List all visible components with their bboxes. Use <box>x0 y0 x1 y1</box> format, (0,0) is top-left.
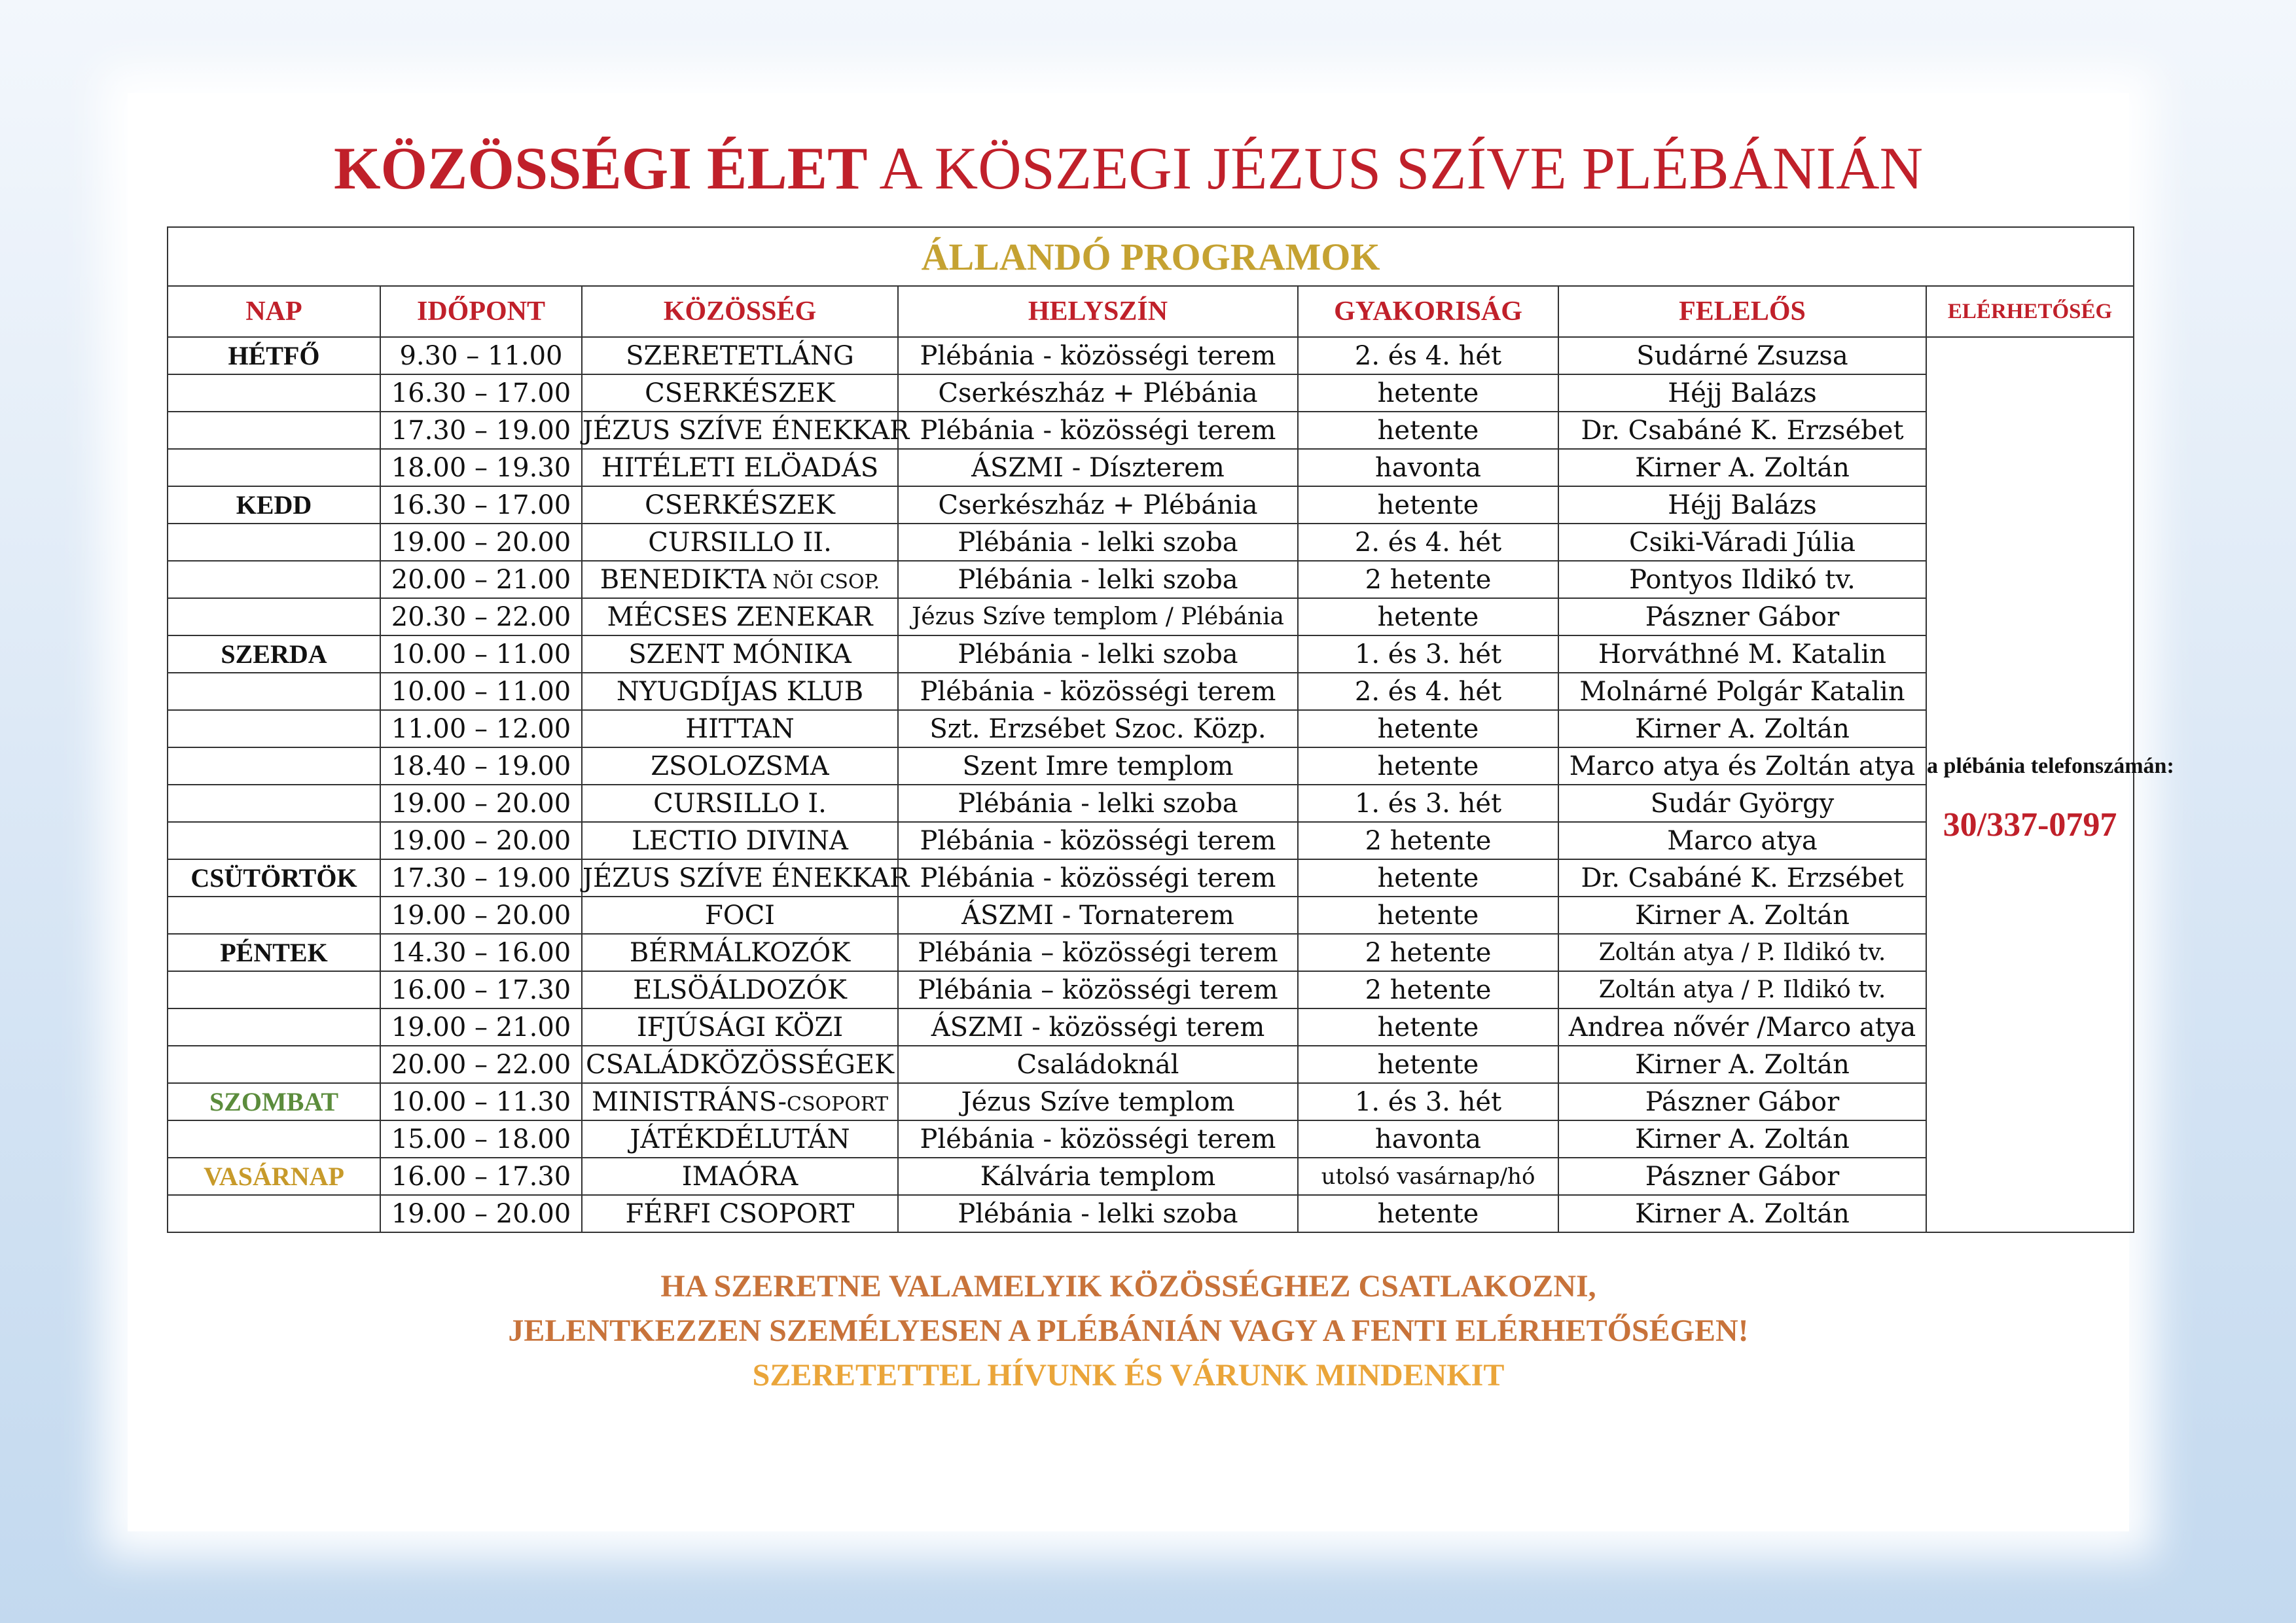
community-cell <box>582 449 898 486</box>
day-cell <box>168 971 380 1008</box>
table-row <box>168 1158 2134 1195</box>
community-name: JÉZUS SZÍVE ÉNEKKAR <box>583 863 910 893</box>
community-name: LECTIO DIVINA <box>632 825 848 856</box>
frequency-cell: hetente <box>1298 1195 1558 1232</box>
community-name: FÉRFI CSOPORT <box>625 1198 855 1229</box>
time-cell: 19.00 – 20.00 <box>380 524 582 561</box>
place-cell: Plébánia - lelki szoba <box>898 1195 1298 1232</box>
responsible-cell: Héjj Balázs <box>1558 374 1926 412</box>
frequency-cell: hetente <box>1298 897 1558 934</box>
place-cell: ÁSZMI - közösségi terem <box>898 1008 1298 1046</box>
responsible-cell: Dr. Csabáné K. Erzsébet <box>1558 859 1926 897</box>
community-name: CSALÁDKÖZÖSSÉGEK <box>586 1049 894 1080</box>
day-cell <box>168 524 380 561</box>
responsible-cell: Kirner A. Zoltán <box>1558 897 1926 934</box>
community-cell <box>582 524 898 561</box>
place-cell: Plébánia - lelki szoba <box>898 635 1298 673</box>
community-name: SZENT MÓNIKA <box>628 639 852 669</box>
responsible-cell: Héjj Balázs <box>1558 486 1926 524</box>
responsible-cell: Pászner Gábor <box>1558 1158 1926 1195</box>
footer-line-2: JELENTKEZZEN SZEMÉLYESEN A PLÉBÁNIÁN VAGY A FENTI ELÉRHETŐSÉGEN! <box>508 1313 1749 1348</box>
day-cell <box>168 1195 380 1232</box>
time-cell: 14.30 – 16.00 <box>380 934 582 971</box>
responsible-cell: Marco atya és Zoltán atya <box>1558 747 1926 785</box>
day-cell: VASÁRNAP <box>168 1158 380 1195</box>
day-cell: SZOMBAT <box>168 1083 380 1120</box>
time-cell: 17.30 – 19.00 <box>380 859 582 897</box>
footer-note <box>128 1264 2129 1398</box>
community-name: IMAÓRA <box>681 1161 798 1192</box>
table-row <box>168 561 2134 598</box>
frequency-cell: hetente <box>1298 747 1558 785</box>
table-row <box>168 934 2134 971</box>
time-cell: 18.40 – 19.00 <box>380 747 582 785</box>
community-cell <box>582 598 898 635</box>
table-row <box>168 971 2134 1008</box>
place-cell: Plébánia – közösségi terem <box>898 971 1298 1008</box>
community-cell <box>582 1195 898 1232</box>
place-cell: Cserkészház + Plébánia <box>898 374 1298 412</box>
table-row <box>168 374 2134 412</box>
community-cell <box>582 337 898 374</box>
frequency-cell: 2 hetente <box>1298 822 1558 859</box>
responsible-cell: Zoltán atya / P. Ildikó tv. <box>1558 934 1926 971</box>
community-cell <box>582 412 910 449</box>
place-cell: Cserkészház + Plébánia <box>898 486 1298 524</box>
responsible-cell: Dr. Csabáné K. Erzsébet <box>1558 412 1926 449</box>
place-cell: Plébánia - közösségi terem <box>898 822 1298 859</box>
frequency-cell: hetente <box>1298 1046 1558 1083</box>
frequency-cell: 1. és 3. hét <box>1298 635 1558 673</box>
place-cell: ÁSZMI - Díszterem <box>898 449 1298 486</box>
day-cell <box>168 897 380 934</box>
place-cell: Jézus Szíve templom / Plébánia <box>898 598 1298 635</box>
header-nap: NAP <box>168 286 380 337</box>
day-cell <box>168 449 380 486</box>
frequency-cell: hetente <box>1298 598 1558 635</box>
title-rest: A KÖSZEGI JÉZUS SZÍVE PLÉBÁNIÁN <box>867 135 1924 202</box>
community-name: MÉCSES ZENEKAR <box>607 601 873 632</box>
place-cell: Plébánia – közösségi terem <box>898 934 1298 971</box>
table-row <box>168 486 2134 524</box>
frequency-cell: havonta <box>1298 1120 1558 1158</box>
day-cell: KEDD <box>168 486 380 524</box>
community-name: MINISTRÁNS- <box>592 1086 787 1117</box>
place-cell: Plébánia - közösségi terem <box>898 1120 1298 1158</box>
responsible-cell: Andrea nővér /Marco atya <box>1558 1008 1926 1046</box>
table-row <box>168 1195 2134 1232</box>
community-cell <box>582 1083 898 1120</box>
time-cell: 15.00 – 18.00 <box>380 1120 582 1158</box>
community-cell <box>582 374 898 412</box>
time-cell: 9.30 – 11.00 <box>380 337 582 374</box>
community-cell <box>582 859 910 897</box>
day-cell <box>168 561 380 598</box>
community-cell <box>582 971 898 1008</box>
header-helyszin: HELYSZÍN <box>898 286 1298 337</box>
table-row <box>168 412 2134 449</box>
frequency-cell: 2 hetente <box>1298 561 1558 598</box>
community-cell <box>582 934 898 971</box>
responsible-cell: Kirner A. Zoltán <box>1558 1120 1926 1158</box>
place-cell: Plébánia - lelki szoba <box>898 561 1298 598</box>
table-row <box>168 524 2134 561</box>
responsible-cell: Sudár György <box>1558 785 1926 822</box>
frequency-cell: 2. és 4. hét <box>1298 337 1558 374</box>
frequency-cell: utolsó vasárnap/hó <box>1298 1158 1558 1195</box>
time-cell: 19.00 – 20.00 <box>380 785 582 822</box>
community-name: SZERETETLÁNG <box>626 340 854 371</box>
community-name: HITTAN <box>685 713 795 744</box>
day-cell <box>168 374 380 412</box>
community-cell <box>582 1008 898 1046</box>
frequency-cell: 2 hetente <box>1298 971 1558 1008</box>
day-cell <box>168 1120 380 1158</box>
table-row <box>168 598 2134 635</box>
day-cell <box>168 822 380 859</box>
day-cell <box>168 1046 380 1083</box>
responsible-cell: Pászner Gábor <box>1558 1083 1926 1120</box>
table-banner: ÁLLANDÓ PROGRAMOK <box>168 227 2134 286</box>
header-felelos: FELELŐS <box>1558 286 1926 337</box>
place-cell: Plébánia - közösségi terem <box>898 673 1298 710</box>
frequency-cell: hetente <box>1298 1008 1558 1046</box>
day-cell: HÉTFŐ <box>168 337 380 374</box>
contact-phone: 30/337-0797 <box>1943 806 2117 844</box>
community-suffix: NÖI CSOP. <box>766 570 880 594</box>
table-row <box>168 897 2134 934</box>
day-cell <box>168 747 380 785</box>
time-cell: 10.00 – 11.00 <box>380 635 582 673</box>
responsible-cell: Kirner A. Zoltán <box>1558 710 1926 747</box>
table-row <box>168 1046 2134 1083</box>
time-cell: 10.00 – 11.30 <box>380 1083 582 1120</box>
table-row <box>168 822 2134 859</box>
community-cell <box>582 1158 898 1195</box>
day-cell: CSÜTÖRTÖK <box>168 859 380 897</box>
community-cell <box>582 635 898 673</box>
frequency-cell: 2. és 4. hét <box>1298 524 1558 561</box>
responsible-cell: Molnárné Polgár Katalin <box>1558 673 1926 710</box>
frequency-cell: hetente <box>1298 859 1558 897</box>
time-cell: 19.00 – 21.00 <box>380 1008 582 1046</box>
time-cell: 16.30 – 17.00 <box>380 486 582 524</box>
responsible-cell: Kirner A. Zoltán <box>1558 1046 1926 1083</box>
community-cell <box>582 1046 898 1083</box>
community-cell <box>582 897 898 934</box>
community-name: ZSOLOZSMA <box>651 751 829 781</box>
time-cell: 19.00 – 20.00 <box>380 897 582 934</box>
community-cell <box>582 822 898 859</box>
day-cell <box>168 673 380 710</box>
community-name: IFJÚSÁGI KÖZI <box>636 1012 844 1043</box>
table-row <box>168 673 2134 710</box>
header-gyakorisag: GYAKORISÁG <box>1298 286 1558 337</box>
community-name: HITÉLETI ELÖADÁS <box>601 452 879 483</box>
place-cell: Szt. Erzsébet Szoc. Közp. <box>898 710 1298 747</box>
header-elerhetoseg: ELÉRHETŐSÉG <box>1926 286 2134 337</box>
time-cell: 17.30 – 19.00 <box>380 412 582 449</box>
table-row <box>168 1083 2134 1120</box>
responsible-cell: Pászner Gábor <box>1558 598 1926 635</box>
place-cell: Plébánia - lelki szoba <box>898 524 1298 561</box>
community-name: FOCI <box>705 900 775 931</box>
title-bold: KÖZÖSSÉGI ÉLET <box>333 135 868 202</box>
time-cell: 20.00 – 21.00 <box>380 561 582 598</box>
community-name: BÉRMÁLKOZÓK <box>629 937 851 968</box>
time-cell: 10.00 – 11.00 <box>380 673 582 710</box>
community-cell <box>582 486 898 524</box>
responsible-cell: Pontyos Ildikó tv. <box>1558 561 1926 598</box>
table-row <box>168 635 2134 673</box>
place-cell: Plébánia - közösségi terem <box>898 337 1298 374</box>
responsible-cell: Sudárné Zsuzsa <box>1558 337 1926 374</box>
community-cell <box>582 673 898 710</box>
frequency-cell: havonta <box>1298 449 1558 486</box>
responsible-cell: Marco atya <box>1558 822 1926 859</box>
community-cell <box>582 747 898 785</box>
frequency-cell: hetente <box>1298 412 1558 449</box>
responsible-cell: Zoltán atya / P. Ildikó tv. <box>1558 971 1926 1008</box>
schedule-table <box>167 226 2174 1233</box>
day-cell: PÉNTEK <box>168 934 380 971</box>
footer-line-3: SZERETETTEL HÍVUNK ÉS VÁRUNK MINDENKIT <box>752 1358 1505 1393</box>
place-cell: Szent Imre templom <box>898 747 1298 785</box>
place-cell: Családoknál <box>898 1046 1298 1083</box>
community-cell <box>582 561 898 598</box>
place-cell: Plébánia - közösségi terem <box>898 859 1298 897</box>
table-row <box>168 747 2134 785</box>
community-suffix: CSOPORT <box>787 1092 888 1116</box>
day-cell <box>168 785 380 822</box>
community-cell <box>582 785 898 822</box>
table-row <box>168 785 2134 822</box>
community-cell <box>582 1120 898 1158</box>
time-cell: 16.00 – 17.30 <box>380 971 582 1008</box>
poster <box>128 93 2174 1531</box>
header-row <box>168 286 2134 337</box>
day-cell <box>168 412 380 449</box>
community-name: ELSÖÁLDOZÓK <box>633 974 847 1005</box>
frequency-cell: 1. és 3. hét <box>1298 785 1558 822</box>
community-name: JÁTÉKDÉLUTÁN <box>630 1124 850 1154</box>
place-cell: ÁSZMI - Tornaterem <box>898 897 1298 934</box>
table-row <box>168 859 2134 897</box>
frequency-cell: hetente <box>1298 486 1558 524</box>
footer-line-1: HA SZERETNE VALAMELYIK KÖZÖSSÉGHEZ CSATLAKOZNI, <box>660 1269 1596 1304</box>
table-row <box>168 1008 2134 1046</box>
time-cell: 18.00 – 19.30 <box>380 449 582 486</box>
place-cell: Plébánia - lelki szoba <box>898 785 1298 822</box>
page-title <box>128 134 2129 203</box>
time-cell: 20.00 – 22.00 <box>380 1046 582 1083</box>
day-cell <box>168 598 380 635</box>
day-cell: SZERDA <box>168 635 380 673</box>
frequency-cell: 2. és 4. hét <box>1298 673 1558 710</box>
place-cell: Jézus Szíve templom <box>898 1083 1298 1120</box>
table-row <box>168 1120 2134 1158</box>
table-row <box>168 337 2134 374</box>
time-cell: 19.00 – 20.00 <box>380 822 582 859</box>
community-name: NYUGDÍJAS KLUB <box>616 676 864 707</box>
frequency-cell: hetente <box>1298 374 1558 412</box>
frequency-cell: 1. és 3. hét <box>1298 1083 1558 1120</box>
table-row <box>168 710 2134 747</box>
responsible-cell: Horváthné M. Katalin <box>1558 635 1926 673</box>
time-cell: 20.30 – 22.00 <box>380 598 582 635</box>
responsible-cell: Kirner A. Zoltán <box>1558 1195 1926 1232</box>
time-cell: 16.00 – 17.30 <box>380 1158 582 1195</box>
frequency-cell: 2 hetente <box>1298 934 1558 971</box>
responsible-cell: Kirner A. Zoltán <box>1558 449 1926 486</box>
place-cell: Kálvária templom <box>898 1158 1298 1195</box>
contact-cell <box>1926 337 2174 1232</box>
community-name: BENEDIKTA <box>600 564 766 595</box>
table-row <box>168 449 2134 486</box>
community-name: CSERKÉSZEK <box>645 378 835 408</box>
header-kozosseg: KÖZÖSSÉG <box>582 286 898 337</box>
day-cell <box>168 710 380 747</box>
time-cell: 11.00 – 12.00 <box>380 710 582 747</box>
header-idopont: IDŐPONT <box>380 286 582 337</box>
contact-label: a plébánia telefonszámán: <box>1927 753 2174 778</box>
community-cell <box>582 710 898 747</box>
community-name: CSERKÉSZEK <box>645 490 835 520</box>
responsible-cell: Csiki-Váradi Júlia <box>1558 524 1926 561</box>
time-cell: 16.30 – 17.00 <box>380 374 582 412</box>
frequency-cell: hetente <box>1298 710 1558 747</box>
community-name: CURSILLO I. <box>653 788 827 819</box>
time-cell: 19.00 – 20.00 <box>380 1195 582 1232</box>
day-cell <box>168 1008 380 1046</box>
place-cell: Plébánia - közösségi terem <box>898 412 1298 449</box>
community-name: CURSILLO II. <box>648 527 832 558</box>
community-name: JÉZUS SZÍVE ÉNEKKAR <box>583 415 910 446</box>
